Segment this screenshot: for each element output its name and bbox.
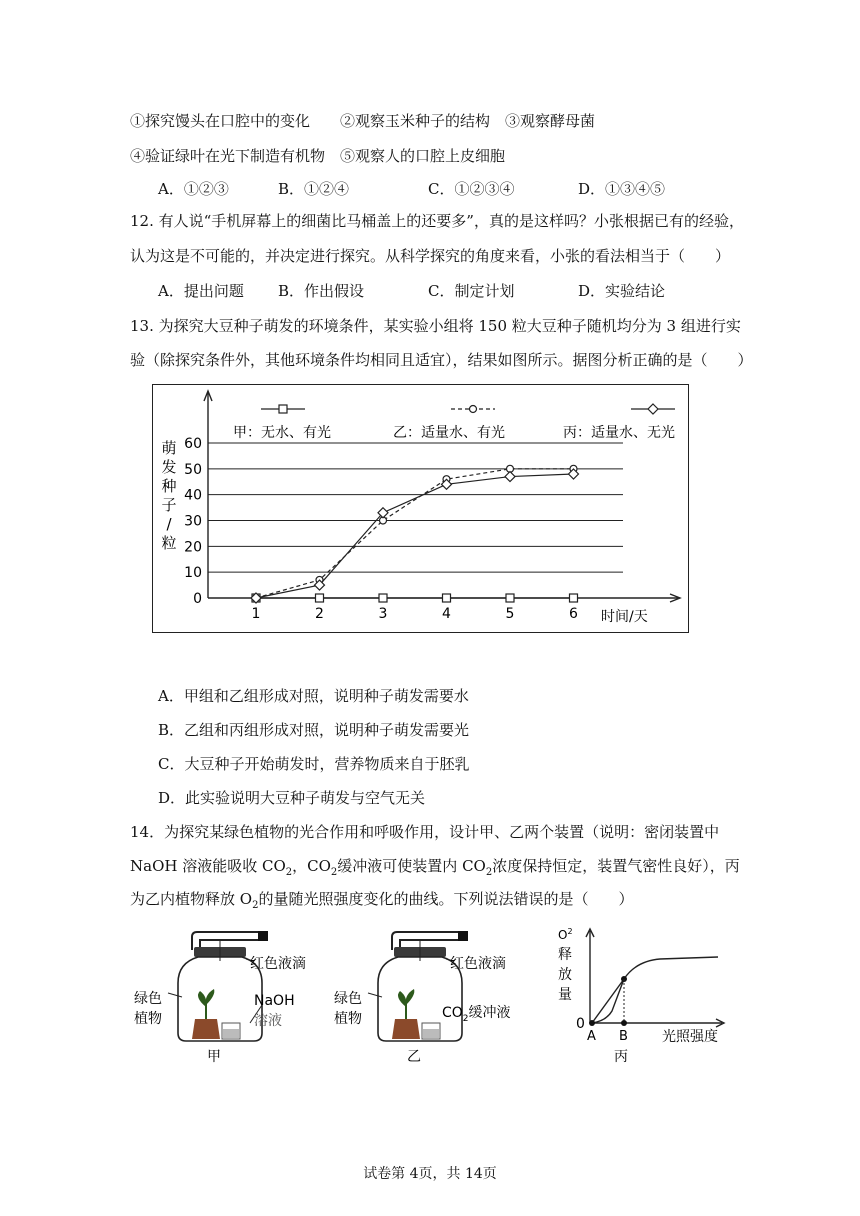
y-label-o: $O^2$	[558, 927, 573, 942]
q14-line1: 14．为探究某绿色植物的光合作用和呼吸作用，设计甲、乙两个装置（说明：密闭装置中	[130, 823, 720, 841]
x-tick-label: 1	[251, 606, 261, 622]
q11-items-line2: ④验证绿叶在光下制造有机物 ⑤观察人的口腔上皮细胞	[130, 147, 506, 165]
series-point	[443, 594, 451, 602]
plant-label-2: 植物	[334, 1011, 362, 1027]
series-point	[570, 594, 578, 602]
q13-option-c: C．大豆种子开始萌发时，营养物质来自于胚乳	[158, 755, 470, 773]
q13-option-b: B．乙组和丙组形成对照，说明种子萌发需要光	[158, 721, 470, 739]
y-tick-label: 30	[184, 513, 202, 530]
q14-line2-part-b: ，CO	[292, 857, 331, 875]
red-drop-icon	[458, 931, 468, 941]
q14-line2-part-d: 浓度保持恒定，装置气密性良好），丙	[492, 857, 740, 875]
buffer-label-co: CO	[442, 1005, 463, 1021]
q13-option-d: D．此实验说明大豆种子萌发与空气无关	[158, 789, 426, 807]
y-label-char-1: 释	[558, 947, 572, 963]
point-a-label: A	[587, 1029, 596, 1044]
q13-line1: 13. 为探究大豆种子萌发的环境条件，某实验小组将 150 粒大豆种子随机均分为 3 组进行实	[130, 317, 741, 335]
graph-bing	[558, 927, 724, 1065]
q11-option-a: A．①②③	[158, 180, 229, 198]
q14-line2-part-a: NaOH 溶液能吸收 CO	[130, 857, 286, 875]
y-label-char-3: 量	[558, 987, 572, 1003]
legend-label: 甲：无水、有光	[233, 425, 331, 441]
q11-option-b: B．①②④	[278, 180, 350, 198]
x-tick-label: 6	[569, 606, 578, 622]
germination-chart-svg	[153, 385, 690, 634]
y-label-char-2: 放	[558, 967, 572, 983]
q12-option-d: D．实验结论	[578, 282, 666, 300]
legend-label: 丙：适量水、无光	[563, 425, 675, 441]
series-point	[316, 594, 324, 602]
caption-yi: 乙	[407, 1049, 421, 1065]
x-axis-label: 时间/天	[601, 609, 648, 625]
subscript-2: 2	[485, 867, 493, 878]
apparatus-jia	[134, 931, 306, 1065]
drop-label: 红色液滴	[450, 956, 506, 972]
q14-line2	[130, 855, 740, 884]
apparatus-yi	[334, 931, 511, 1065]
plant-label-2: 植物	[134, 1011, 162, 1027]
subscript-2: 2	[285, 867, 293, 878]
buffer-label	[442, 1004, 511, 1024]
q12-option-b: B．作出假设	[278, 282, 365, 300]
series-point	[279, 405, 287, 413]
q14-line2-part-c: 缓冲液可使装置内 CO	[337, 857, 486, 875]
series-line	[256, 474, 574, 598]
plant-label-1: 绿色	[334, 991, 362, 1007]
series-point	[379, 594, 387, 602]
y-tick-label: 50	[184, 461, 202, 478]
point-b-label: B	[619, 1029, 628, 1044]
solution-label-1: NaOH	[254, 993, 295, 1009]
y-tick-label: 20	[184, 539, 202, 556]
red-drop-icon	[258, 931, 268, 941]
y-axis-label-char: 萌	[161, 439, 177, 457]
q14-line3-part-a: 为乙内植物释放 O	[130, 890, 253, 908]
q13-option-a: A．甲组和乙组形成对照，说明种子萌发需要水	[158, 687, 469, 705]
series-point	[470, 406, 477, 413]
pot-icon	[392, 1019, 420, 1039]
x-tick-label: 2	[315, 606, 324, 622]
q12-line1: 12. 有人说“手机屏幕上的细菌比马桶盖上的还要多”，真的是这样吗？小张根据已有的经验，	[130, 212, 744, 230]
y-axis-label-char: 子	[161, 496, 177, 514]
q14-line3	[130, 888, 633, 917]
x-tick-label: 3	[378, 606, 388, 622]
solution-label-2: 溶液	[254, 1013, 282, 1029]
y-axis-label-char: 种	[161, 477, 177, 495]
plant-label-1: 绿色	[134, 991, 162, 1007]
y-axis-label-char: /	[166, 515, 172, 533]
x-tick-label: 5	[505, 606, 515, 622]
legend-label: 乙：适量水、有光	[393, 425, 505, 441]
y-tick-label: 40	[184, 487, 202, 504]
plant-icon	[198, 991, 206, 1007]
x-tick-label: 4	[442, 606, 451, 622]
buffer-label-sub: 2	[462, 1014, 469, 1024]
caption-jia: 甲	[207, 1049, 221, 1065]
pot-icon	[192, 1019, 220, 1039]
plant-icon	[398, 991, 406, 1007]
q13-line2: 验（除探究条件外，其他环境条件均相同且适宜），结果如图所示。据图分析正确的是（ ）	[130, 351, 753, 369]
q14-line3-part-b: 的量随光照强度变化的曲线。下列说法错误的是（ ）	[258, 890, 634, 908]
series-point	[648, 404, 658, 414]
series-point	[505, 472, 515, 482]
caption-bing: 丙	[614, 1049, 628, 1065]
series-line	[256, 469, 574, 598]
buffer-label-rest: 缓冲液	[468, 1005, 511, 1021]
x-axis-label: 光照强度	[662, 1029, 718, 1045]
y-axis-label-char: 发	[161, 458, 177, 476]
subscript-2: 2	[252, 900, 259, 911]
y-tick-label: 10	[184, 565, 202, 582]
point-a-dot	[589, 1020, 595, 1026]
germination-chart	[152, 384, 689, 633]
y-axis-label-char: 粒	[161, 534, 177, 552]
q11-items-line1: ①探究馒头在口腔中的变化 ②观察玉米种子的结构 ③观察酵母菌	[130, 112, 596, 130]
series-point	[506, 594, 514, 602]
subscript-2: 2	[330, 867, 338, 878]
origin-label: 0	[576, 1016, 585, 1032]
q11-option-d: D．①③④⑤	[578, 180, 666, 198]
q12-line2: 认为这是不可能的，并决定进行探究。从科学探究的角度来看，小张的看法相当于（ ）	[130, 247, 731, 265]
apparatus-figures	[120, 925, 740, 1070]
q11-option-c: C．①②③④	[428, 180, 515, 198]
y-tick-label: 60	[184, 436, 202, 452]
drop-label: 红色液滴	[250, 956, 306, 972]
q12-option-c: C．制定计划	[428, 282, 515, 300]
page-footer: 试卷第 4页，共 14页	[363, 1166, 497, 1182]
q12-option-a: A．提出问题	[158, 282, 244, 300]
y-tick-label: 0	[193, 591, 202, 607]
